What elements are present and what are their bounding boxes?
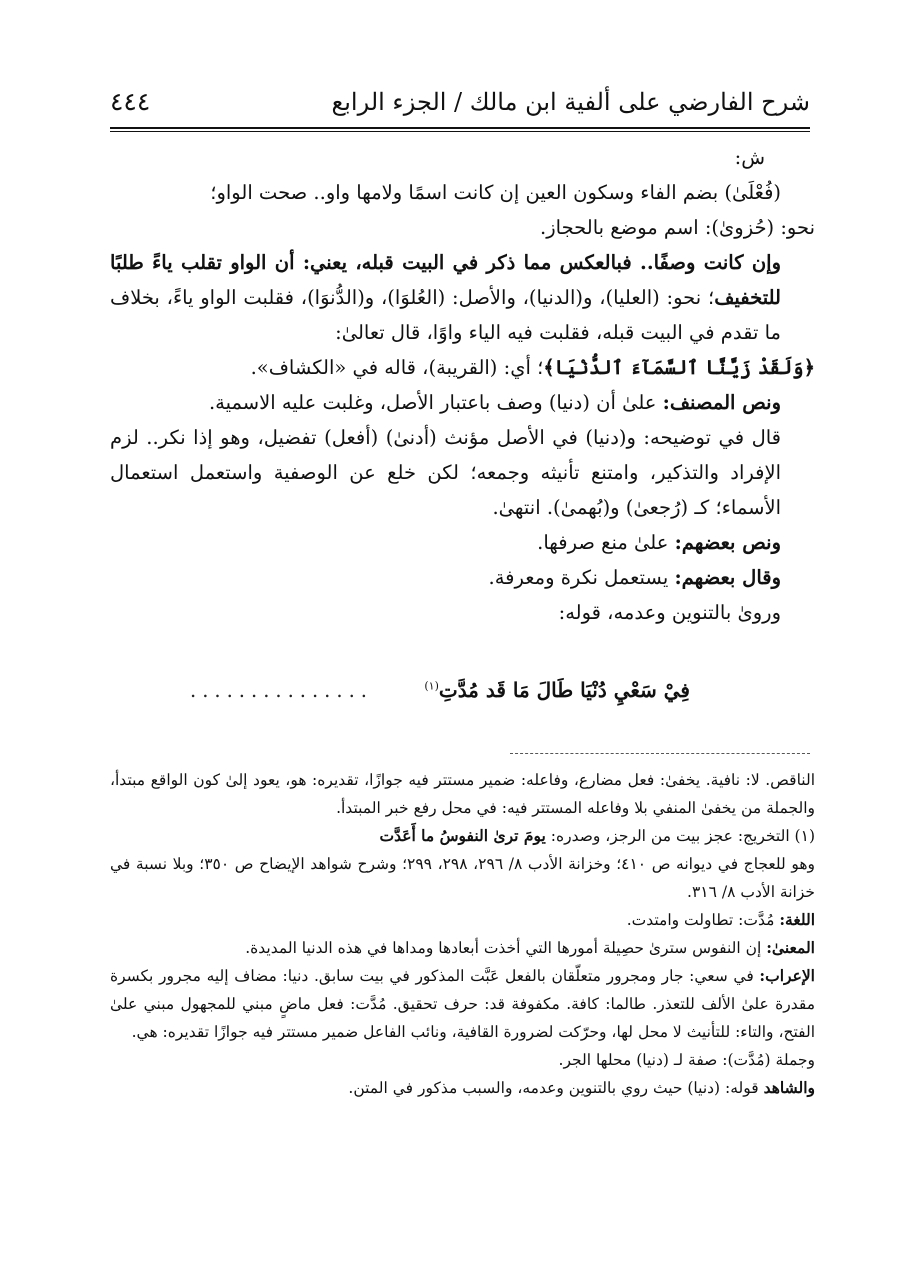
- term-fula: (فُعْلَىٰ): [724, 181, 781, 204]
- note-shahid: [110, 1074, 815, 1102]
- verse-line: [190, 678, 690, 702]
- note-mana: [110, 934, 815, 962]
- paragraph-tawdih: قال في توضيحه: و(دنيا) في الأصل مؤنث (أدنىٰ) (أفعل) تفضيل، وهو إذا نكر.. لزم الإفراد والتذكير، وامتنع تأنيثه وجمعه؛ لكن خلع عن الوصفية واستعمل استعمال الأسماء؛ كـ (رُجعىٰ) و(بُهمىٰ). انتهىٰ.: [110, 426, 781, 519]
- header-rule-thin: [110, 131, 810, 132]
- verse-dots: ...............: [190, 679, 373, 702]
- paragraph-wasf-bold: وإن كانت وصفًا.. فبالعكس مما ذكر في البيت قبله، يعني: أن الواو تقلب ياءً طلبًا للتخفيف: [110, 251, 781, 309]
- footnotes: [110, 766, 815, 1102]
- footnote-marker: (١): [424, 679, 439, 693]
- note-jumla: وجملة (مُدَّت): صفة لـ (دنيا) محلها الجر.: [558, 1051, 815, 1069]
- paragraph-wasf-text: ؛ نحو: (العليا)، و(الدنيا)، والأصل: (العُلوَا)، و(الدُّنوَا)، فقلبت الواو ياءً، بخلاف ما تقدم في البيت قبله، فقلبت فيه الياء واوًا، قال تعالىٰ:: [110, 286, 781, 344]
- paragraph-bad-1-text: علىٰ منع صرفها.: [537, 531, 675, 554]
- note-takhrij-text: عجز بيت من الرجز، وصدره:: [550, 827, 738, 845]
- paragraph-bad-2-text: يستعمل نكرة ومعرفة.: [488, 566, 675, 589]
- paragraph-bad-2: [110, 560, 815, 595]
- paragraph-quran: [110, 350, 815, 385]
- page-header: [110, 68, 810, 120]
- note-lugha-label: اللغة:: [779, 910, 815, 929]
- running-title: شرح الفارضي على ألفية ابن مالك / الجزء الرابع: [331, 88, 810, 116]
- verse-hemistich-text: فِيْ سَعْيِ دُنْيَا طَالَ مَا قَد مُدَّتِ: [438, 678, 690, 702]
- note-irab-label: الإعراب:: [759, 966, 815, 985]
- note-lugha-text: مُدَّت: تطاولت وامتدت.: [626, 911, 780, 929]
- note-sources: وهو للعجاج في ديوانه ص ٤١٠؛ وخزانة الأدب ٨/ ٢٩٦، ٢٩٨، ٢٩٩؛ وشرح شواهد الإيضاح ص ٣٥٠؛ وبلا نسبة في خزانة الأدب ٨/ ٣١٦.: [110, 855, 815, 901]
- paragraph-wasf: [110, 245, 815, 350]
- footnote-separator: [510, 753, 810, 754]
- commentary-label: ش:: [734, 146, 765, 169]
- page-number: ٤٤٤: [110, 87, 151, 116]
- paragraph-huzwa: نحو: (حُزوىٰ): اسم موضع بالحجاز.: [540, 216, 815, 239]
- paragraph-riwaya: ورویٰ بالتنوين وعدمه، قوله:: [558, 601, 781, 624]
- quran-verse: ﴿وَلَقَدْ زَيَّنَّا ٱلسَّمَآءَ ٱلدُّنْيَا﴾: [543, 356, 815, 379]
- note-takhrij-label: (١) التخريج:: [737, 827, 815, 845]
- paragraph-musannif-bold: ونص المصنف:: [662, 391, 781, 414]
- note-irab: [110, 962, 815, 1046]
- note-naqis: الناقص. لا: نافية. يخفىٰ: فعل مضارع، وفاعله: ضمير مستتر فيه جوازًا، تقديره: هو، يعود إلىٰ كون الواقع مبتدأ، والجملة من يخفىٰ المنفي بلا وفاعله المستتر فيه: في محل رفع خبر المبتدأ.: [110, 771, 815, 817]
- note-irab-text: في سعي: جار ومجرور متعلّقان بالفعل عَبَّت المذكور في بيت سابق. دنيا: مضاف إليه مجرور بكسرة مقدرة علىٰ الألف للتعذر. طالما: كافة. مكفوفة قد: حرف تحقيق. مُدَّت: فعل ماضٍ مبني للمجهول مبني علىٰ الفتح، والتاء: للتأنيث لا محل لها، وحرّكت لضرورة القافية، ونائب الفاعل ضمير مستتر فيه جوازًا تقديره: هي.: [110, 967, 815, 1041]
- paragraph-bad-1: [110, 525, 815, 560]
- paragraph-bad-2-bold: وقال بعضهم:: [674, 566, 781, 589]
- paragraph-bad-1-bold: ونص بعضهم:: [674, 531, 781, 554]
- paragraph-quran-text: ؛ أي: (القريبة)، قاله في «الكشاف».: [250, 356, 544, 379]
- note-mana-label: المعنىٰ:: [766, 938, 815, 957]
- note-shahid-label: والشاهد: [763, 1078, 815, 1097]
- paragraph-fula-text: بضم الفاء وسكون العين إن كانت اسمًا ولامها واو.. صحت الواو؛: [210, 181, 725, 204]
- note-lugha: [110, 906, 815, 934]
- paragraph-musannif: [110, 385, 815, 420]
- main-text: [110, 140, 815, 630]
- paragraph-musannif-text: علىٰ أن (دنيا) وصف باعتبار الأصل، وغلبت عليه الاسمية.: [208, 391, 663, 414]
- verse-hemistich: [424, 678, 690, 702]
- header-rule: [110, 127, 810, 129]
- note-mana-text: إن النفوس سترىٰ حصِيلة أمورها التي أخذت أبعادها ومداها في هذه الدنيا المديدة.: [245, 939, 767, 957]
- note-takhrij: [110, 822, 815, 850]
- note-takhrij-verse: يومَ ترىٰ النفوسُ ما أَعَدَّت: [379, 826, 546, 845]
- note-shahid-text: قوله: (دنيا) حيث روي بالتنوين وعدمه، والسبب مذكور في المتن.: [348, 1079, 764, 1097]
- paragraph-fula: [110, 175, 815, 210]
